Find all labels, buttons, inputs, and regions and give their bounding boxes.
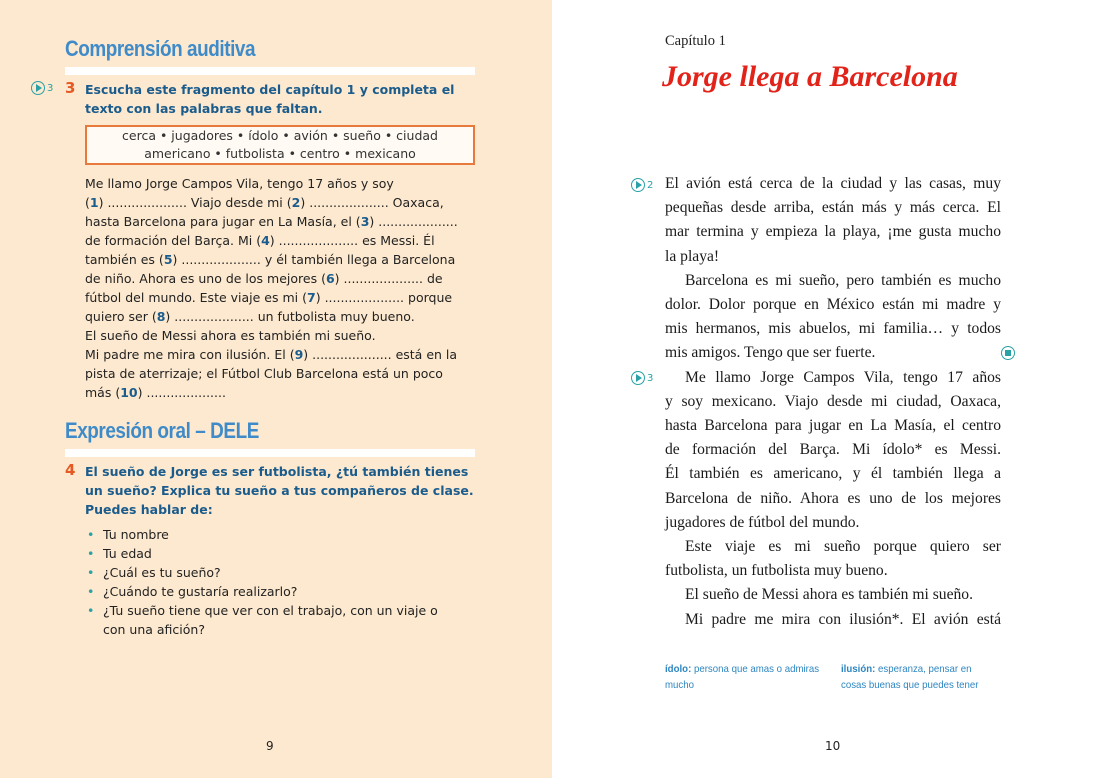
- blank[interactable]: ....................: [174, 309, 254, 324]
- chapter-title: Jorge llega a Barcelona: [662, 60, 958, 93]
- blank[interactable]: ....................: [146, 385, 226, 400]
- blank[interactable]: ....................: [309, 195, 389, 210]
- exercise-instruction: Escucha este fragmento del capítulo 1 y completa el texto con las palabras que faltan.: [85, 82, 455, 116]
- footnote-idolo: ídolo: persona que amas o admiras mucho: [665, 663, 820, 691]
- play-icon: [31, 81, 45, 95]
- section-divider: [65, 449, 475, 457]
- blank[interactable]: ....................: [181, 252, 261, 267]
- chapter-label: Capítulo 1: [665, 33, 726, 49]
- stop-icon[interactable]: [1001, 346, 1015, 360]
- exercise-number: 4: [65, 461, 76, 479]
- blank[interactable]: ....................: [312, 347, 392, 362]
- audio-track-button[interactable]: 3: [31, 81, 53, 95]
- list-item: • ¿Cuándo te gustaría realizarlo?: [85, 582, 438, 601]
- section-title-expresion: Expresión oral – DELE: [65, 418, 259, 443]
- bullet-list: [85, 525, 438, 639]
- audio-track-button[interactable]: 2: [631, 178, 653, 192]
- blank[interactable]: ....................: [343, 271, 423, 286]
- word-bank: cerca • jugadores • ídolo • avión • sueño • ciudad americano • futbolista • centro • mexicano: [85, 125, 475, 165]
- play-icon: [631, 178, 645, 192]
- exercise-number: 3: [65, 79, 76, 97]
- section-title-comprension: Comprensión auditiva: [65, 36, 256, 61]
- list-item: • ¿Tu sueño tiene que ver con el trabajo, con un viaje o con una afición?: [85, 601, 438, 639]
- list-item: • Tu edad: [85, 544, 438, 563]
- play-icon: [631, 371, 645, 385]
- audio-track-button[interactable]: 3: [631, 371, 653, 385]
- list-item: • Tu nombre: [85, 525, 438, 544]
- section-divider: [65, 67, 475, 75]
- page-number: 9: [266, 739, 274, 753]
- cloze-text: Me llamo Jorge Campos Vila, tengo 17 años y soy (1) .................... Viajo desde mi (2) .................... Oaxaca, hasta Barcelona para jugar en La Masía, el (3) .................... de formación del Barça. Mi (4) .................... es Messi. Él también es (5) .................... y él también llega a Barcelona de niño. Ahora es uno de los mejores (6) .................... de fútbol del mundo. Este viaje es mi (7) .................... porque quiero ser (8) .................... un futbolista muy bueno. El sueño de Messi ahora es también mi sueño. Mi padre me mira con ilusión. El (9) .................... está en la pista de aterrizaje; el Fútbol Club Barcelona está un poco más (10) ....................: [85, 176, 458, 400]
- blank[interactable]: ....................: [324, 290, 405, 305]
- blank[interactable]: ....................: [278, 233, 359, 248]
- blank[interactable]: ....................: [378, 214, 458, 229]
- footnote-ilusion: ilusión: esperanza, pensar en cosas buenas que puedes tener: [841, 663, 979, 691]
- list-item: • ¿Cuál es tu sueño?: [85, 563, 438, 582]
- body-text: El avión está cerca de la ciudad y las casas, muy pequeñas desde arriba, están más y más cerca. El mar termina y empieza la playa, ¡me gusta mucho la playa! Barcelona es mi sueño, pero también es mucho dolor. Dolor porque en México están mi madre y mis hermanos, mis abuelos, mi familia… y todos mis amigos. Tengo que ser fuerte. Me llamo Jorge Campos Vila, tengo 17 años y soy mexicano. Viajo desde mi ciudad, Oaxaca, hasta Barcelona para jugar en La Masía, el centro de formación del Barça. Mi ídolo* es Messi. Él también es americano, y él también llega a Barcelona de niño. Ahora es uno de los mejores jugadores de fútbol del mundo. Este viaje es mi sueño porque quiero ser futbolista, un futbolista muy bueno. El sueño de Messi ahora es también mi sueño. Mi padre me mira con ilusión*. El avión está: [665, 175, 1001, 628]
- exercise-instruction: El sueño de Jorge es ser futbolista, ¿tú también tienes un sueño? Explica tu sueño a tus compañeros de clase. Puedes hablar de:: [85, 464, 474, 517]
- blank[interactable]: ....................: [107, 195, 187, 210]
- page-number: 10: [825, 739, 841, 753]
